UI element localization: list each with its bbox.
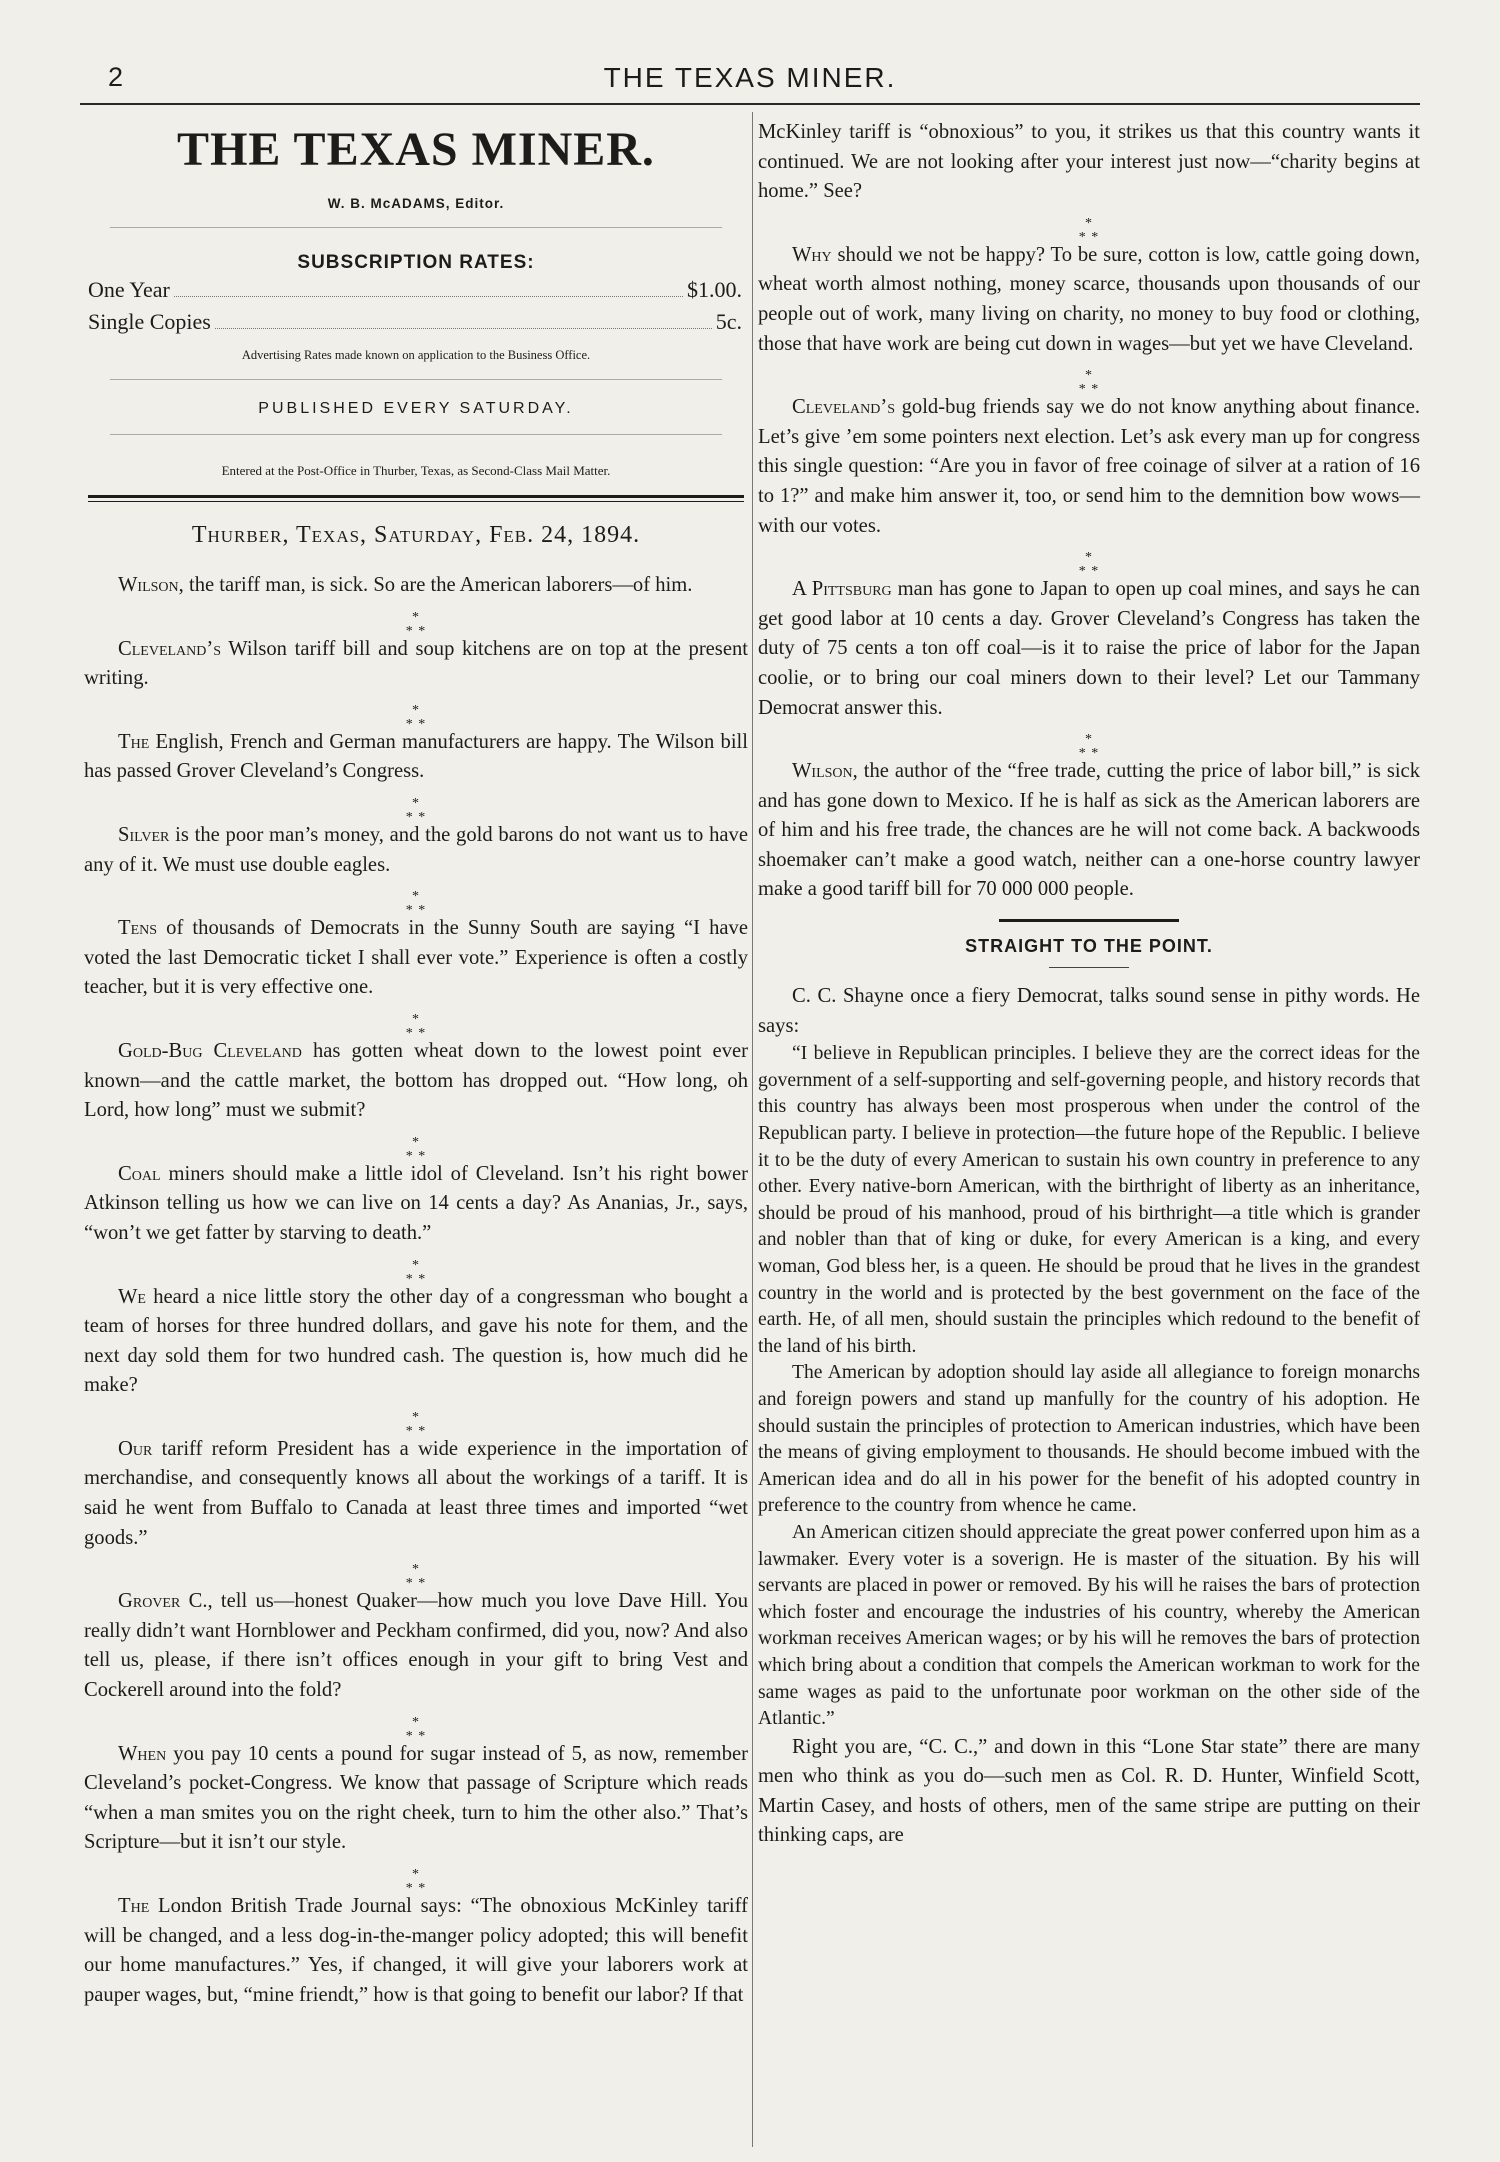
rate-label: One Year xyxy=(88,277,170,302)
item-lead: Why xyxy=(792,243,832,266)
rate-row xyxy=(88,274,742,306)
left-column xyxy=(84,118,748,2010)
running-header xyxy=(0,0,1500,112)
article-paragraph: The American by adoption should lay aside all allegiance to foreign monarchs and foreign powers and stand up manfully for the country of his adoption. He should sustain the principles of protection to American industries, which have been the means of giving employment to thousands. He should become imbued with the American idea and do all in his power for the benefit of his adopted country in preference to the country from whence he came. xyxy=(758,1362,1420,1517)
editorial-item xyxy=(84,1160,748,1249)
article xyxy=(758,919,1420,1851)
item-text: gold-bug friends say we do not know anything about finance. Let’s give ’em some pointers next election. Let’s ask every man up for congress this single question: “Are you in favor of free coinage of silver at a ration of 16 to 1?” and make him answer it, too, or send him to the demnition bow wows—with our votes. xyxy=(758,396,1420,537)
running-title: THE TEXAS MINER. xyxy=(603,62,897,93)
editorial-item xyxy=(84,1587,748,1705)
editorial-item xyxy=(84,1283,748,1401)
masthead-title: THE TEXAS MINER. xyxy=(177,123,655,176)
masthead-thick-rule xyxy=(88,495,744,498)
asterism-separator: * * * xyxy=(405,702,427,732)
item-text: miners should make a little idol of Cleveland. Isn’t his right bower Atkinson telling us how we can live on 14 cents a day? As Ananias, Jr., says, “won’t we get fatter by starving to death.” xyxy=(84,1162,748,1244)
item-text: , the tariff man, is sick. So are the American laborers—of him. xyxy=(178,574,693,596)
item-lead: Tens xyxy=(118,917,158,940)
item-text: tariff reform President has a wide experience in the importation of merchandise, and consequently knows all about the workings of a tariff. It is said he went from Buffalo to Canada at least three times and imported “wet goods.” xyxy=(84,1437,748,1549)
article-paragraph: C. C. Shayne once a fiery Democrat, talks sound sense in pithy words. He says: xyxy=(758,985,1420,1037)
asterism-separator: * * * xyxy=(1078,368,1100,398)
rate-price: 5c. xyxy=(715,309,742,334)
asterism-separator: * * * xyxy=(405,1409,427,1439)
item-lead: Wilson xyxy=(792,760,853,783)
item-lead: The xyxy=(118,1895,150,1917)
masthead xyxy=(84,122,748,549)
rate-label: Single Copies xyxy=(88,309,211,334)
editorial-item xyxy=(758,393,1420,541)
item-lead: We xyxy=(118,1285,146,1308)
editorial-item xyxy=(84,1892,748,2010)
dot-leader xyxy=(215,328,712,329)
asterism-separator: * * * xyxy=(405,1714,427,1744)
entered-line: Entered at the Post-Office in Thurber, Texas, as Second-Class Mail Matter. xyxy=(221,463,611,478)
subscription-heading: SUBSCRIPTION RATES: xyxy=(297,252,535,273)
editor-line: W. B. McADAMS, Editor. xyxy=(327,196,505,211)
item-text: heard a nice little story the other day of a congressman who bought a team of horses for three hundred dollars, and gave his note for them, and the next day sold them for two hundred cash. The question is, how much did he make? xyxy=(84,1285,748,1397)
item-text: of thousands of Democrats in the Sunny South are saying “I have voted the last Democratic ticket I shall ever vote.” Experience is often a costly teacher, but it is very effective one. xyxy=(84,917,748,999)
asterism-separator: * * * xyxy=(1078,732,1100,762)
asterism-separator: * * * xyxy=(405,795,427,825)
item-lead: Grover C. xyxy=(118,1590,208,1613)
rate-row xyxy=(88,306,742,338)
editorial-item xyxy=(84,914,748,1003)
item-text: has gotten wheat down to the lowest point ever known—and the cattle market, the bottom has dropped out. “How long, oh Lord, how long” must we submit? xyxy=(84,1039,748,1122)
item-text: Wilson tariff bill and soup kitchens are on top at the present writing. xyxy=(84,637,748,690)
item-lead: Wilson xyxy=(118,574,179,596)
item-text: London British Trade Journal says: “The obnoxious McKinley tariff will be changed, and a less dog-in-the-manger policy adopted; this will benefit our home manufactures.” Yes, if changed, it will give your laborers work at pauper wages, but, “mine friendt,” how is that going to benefit our labor? If that xyxy=(84,1895,748,2006)
article-rule xyxy=(999,919,1179,922)
published-line: PUBLISHED EVERY SATURDAY. xyxy=(258,400,574,417)
editorial-item xyxy=(758,118,1420,207)
item-text: English, French and German manufacturers are happy. The Wilson bill has passed Grover Cleveland’s Congress. xyxy=(84,730,748,783)
article-paragraph: Right you are, “C. C.,” and down in this “Lone Star state” there are many men who think as you do—such men as Col. R. D. Hunter, Winfield Scott, Martin Casey, and hosts of others, men of the same stripe are putting on their thinking caps, are xyxy=(758,1735,1420,1847)
asterism-separator: * * * xyxy=(405,1011,427,1041)
editorial-item xyxy=(84,821,748,880)
advertising-note: Advertising Rates made known on application to the Business Office. xyxy=(241,348,591,362)
item-lead: The xyxy=(118,730,150,753)
item-lead: Our xyxy=(118,1437,153,1460)
editorial-item xyxy=(84,1435,748,1553)
rate-price: $1.00. xyxy=(687,277,742,302)
masthead-rule xyxy=(110,434,722,435)
asterism-separator: * * * xyxy=(405,1562,427,1592)
editorial-item xyxy=(758,575,1420,723)
item-text: McKinley tariff is “obnoxious” to you, it strikes us that this country wants it continued. We are not looking after your interest just now—“charity begins at home.” See? xyxy=(758,121,1420,203)
item-text: you pay 10 cents a pound for sugar instead of 5, as now, remember Cleveland’s pocket-Congress. We know that passage of Scripture which reads “when a man smites you on the right cheek, turn to him the other also.” That’s Scripture—but it isn’t our style. xyxy=(84,1742,748,1854)
item-text: , the author of the “free trade, cutting the price of labor bill,” is sick and has gone down to Mexico. If he is half as sick as the American laborers are of him and his free trade, the chances are he will not come back. A backwoods shoemaker can’t make a good watch, neither can a one-horse country lawyer make a good tariff bill for 70 000 000 people. xyxy=(758,760,1420,901)
dot-leader xyxy=(174,296,683,297)
editorial-item xyxy=(84,728,748,787)
column-divider xyxy=(752,112,753,2147)
asterism-separator: * * * xyxy=(1078,550,1100,580)
item-lead: A Pittsburg xyxy=(792,578,892,601)
item-lead: Cleveland’s xyxy=(118,637,222,660)
dateline: Thurber, Texas, Saturday, Feb. 24, 1894. xyxy=(191,522,641,548)
item-text: man has gone to Japan to open up coal mines, and says he can get good labor at 10 cents a day. Grover Cleveland’s Congress has taken the duty of 75 cents a ton off coal—is it to raise the price of labor for the Japan coolie, or to bring our coal miners down to their level? Let our Tammany Democrat answer this. xyxy=(758,578,1420,719)
article-rule-small xyxy=(1049,967,1129,968)
asterism-separator: * * * xyxy=(405,1867,427,1896)
item-text: should we not be happy? To be sure, cotton is low, cattle going down, wheat worth almost nothing, money scarce, thousands upon thousands of our people out of work, many living on charity, no money to buy food or clothing, those that have work are being cut down in wages—but yet we have Cleveland. xyxy=(758,243,1420,355)
article-paragraph: “I believe in Republican principles. I believe they are the correct ideas for the government of a self-supporting and self-governing people, and history records that this country has always been most prosperous when under the control of the Republican party. I believe in protection—the future hope of the Republic. I believe it to be the duty of every American to sustain his own country in preference to any other. Every native-born American, with the birthright of liberty as an inheritance, should be proud of his manhood, proud of his birthright—a title which is grander and nobler than that of king or duke, for every American is a king, and every woman, God bless her, is a queen. He should be proud that he lives in the grandest country in the world and is protected by the best government on the face of the earth. He, of all men, should sustain the principles which redound to the benefit of the land of his birth. xyxy=(758,1043,1420,1357)
article-paragraph: An American citizen should appreciate the great power conferred upon him as a lawmaker. Every voter is a soverign. He is master of the situation. By his will servants are placed in power or removed. By his will he raises the bars of protection which foster and encourage the industries of his country, whereby the American workman receives American wages; or by his will he removes the bars of protection which bring about a condition that compels the American workman to work for the same wages as paid to the unfortunate poor workman on the other side of the Atlantic.” xyxy=(758,1521,1420,1730)
masthead-rule xyxy=(110,379,722,380)
asterism-separator: * * * xyxy=(405,1257,427,1287)
right-column xyxy=(758,118,1420,1851)
item-text: , tell us—honest Quaker—how much you love Dave Hill. You really didn’t want Hornblower and Peckham confirmed, did you, now? And also tell us, please, if there isn’t offices enough in your gift to bring Vest and Cockerell around into the fold? xyxy=(84,1590,748,1702)
article-heading: STRAIGHT TO THE POINT. xyxy=(965,936,1213,957)
editorial-item xyxy=(84,571,748,601)
page-number: 2 xyxy=(108,62,124,92)
item-lead: Silver xyxy=(118,823,170,846)
editorial-item xyxy=(758,757,1420,905)
masthead-thin-rule xyxy=(88,501,744,502)
item-lead: Cleveland’s xyxy=(792,396,896,419)
asterism-separator: * * * xyxy=(1078,215,1100,245)
editorial-item xyxy=(84,635,748,694)
asterism-separator: * * * xyxy=(405,889,427,919)
item-text: is the poor man’s money, and the gold barons do not want us to have any of it. We must use double eagles. xyxy=(84,823,748,876)
editorial-item xyxy=(758,241,1420,359)
asterism-separator: * * * xyxy=(405,609,427,639)
item-lead: Gold-Bug Cleveland xyxy=(118,1039,302,1062)
header-rule xyxy=(80,103,1420,105)
asterism-separator: * * * xyxy=(405,1134,427,1164)
item-lead: When xyxy=(118,1742,167,1765)
editorial-item xyxy=(84,1037,748,1126)
masthead-rule xyxy=(110,227,722,228)
item-lead: Coal xyxy=(118,1162,161,1185)
editorial-item xyxy=(84,1740,748,1858)
